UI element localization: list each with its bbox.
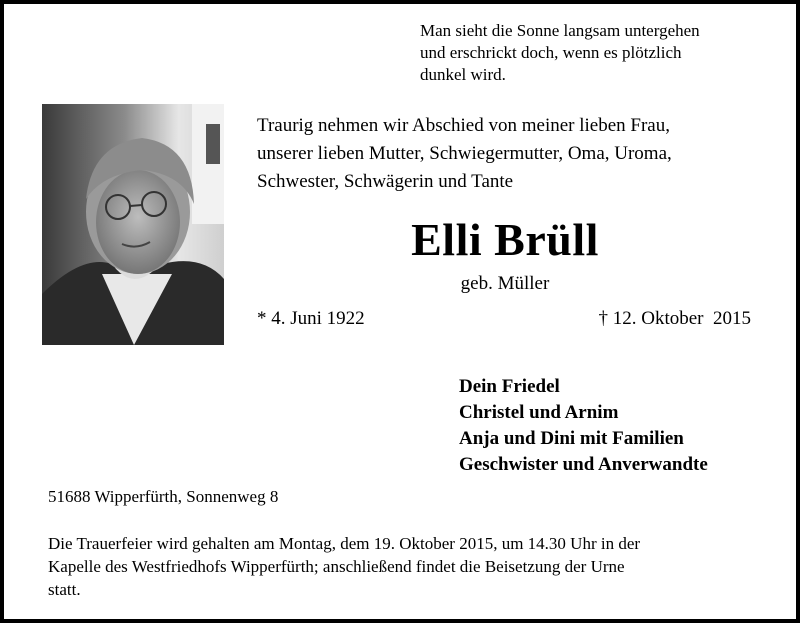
farewell-text	[257, 112, 757, 196]
mourner-entry: Anja und Dini mit Familien	[459, 428, 684, 449]
mourner-entry: Christel und Arnim	[459, 402, 619, 423]
death-date: † 12. Oktober 2015	[598, 308, 751, 329]
motto-line: und erschrickt doch, wenn es plötzlich	[420, 43, 682, 62]
motto-line: Man sieht die Sonne langsam untergehen	[420, 21, 700, 40]
maiden-name: geb. Müller	[460, 273, 550, 294]
service-line: Die Trauerfeier wird gehalten am Montag, dem 19. Oktober 2015, um 14.30 Uhr in der	[48, 534, 641, 553]
portrait-photo	[42, 104, 224, 345]
farewell-line: Traurig nehmen wir Abschied von meiner lieben Frau,	[257, 115, 670, 136]
farewell-line: Schwester, Schwägerin und Tante	[257, 171, 514, 192]
mourner-entry: Dein Friedel	[459, 376, 560, 397]
birth-date: * 4. Juni 1922	[257, 308, 365, 329]
farewell-line: unserer lieben Mutter, Schwiegermutter, Oma, Uroma,	[257, 143, 672, 164]
service-line: statt.	[48, 580, 81, 599]
mourner-entry: Geschwister und Anverwandte	[459, 454, 708, 475]
service-line: Kapelle des Westfriedhofs Wipperfürth; anschließend findet die Beisetzung der Urne	[48, 557, 625, 576]
motto-line: dunkel wird.	[420, 65, 506, 84]
mourners-list	[459, 374, 708, 478]
motto-quote	[420, 20, 754, 86]
deceased-name: Elli Brüll	[411, 214, 599, 265]
funeral-service-notice	[48, 532, 752, 601]
family-address: 51688 Wipperfürth, Sonnenweg 8	[48, 487, 279, 506]
